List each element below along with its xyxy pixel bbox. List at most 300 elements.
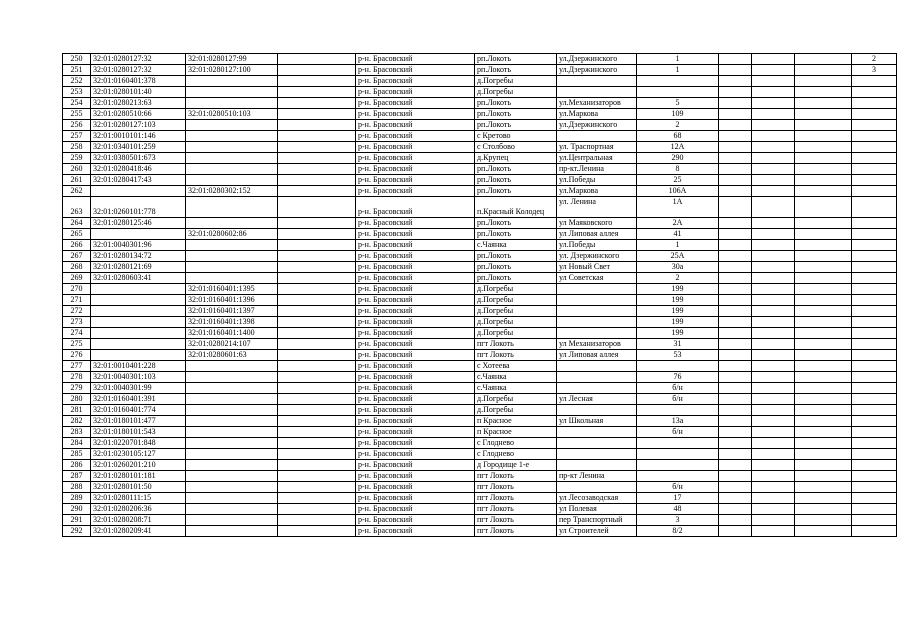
cadastral-number-cell: [91, 229, 186, 240]
extra-cell: [719, 515, 752, 526]
extra-number-cell: [852, 197, 897, 218]
table-row: [63, 449, 897, 460]
house-number-cell: 30а: [637, 262, 719, 273]
extra-cell: [719, 98, 752, 109]
cadastral-number-cell: 32:01:0260101:778: [91, 197, 186, 218]
extra-cell: [752, 218, 795, 229]
extra-cell: [719, 339, 752, 350]
extra-cell: [719, 197, 752, 218]
district-cell: р-н. Брасовский: [356, 317, 475, 328]
house-number-cell: [637, 76, 719, 87]
locality-cell: пгт Локоть: [475, 482, 557, 493]
extra-cell: [752, 449, 795, 460]
table-row: [63, 295, 897, 306]
cadastral-number-cell: 32:01:0280101:181: [91, 471, 186, 482]
parent-cadastral-cell: 32:01:0280302:152: [186, 186, 278, 197]
locality-cell: рп.Локоть: [475, 98, 557, 109]
locality-cell: п Красное: [475, 427, 557, 438]
extra-cell: [795, 131, 852, 142]
row-number-cell: 292: [63, 526, 91, 537]
cadastral-number-cell: 32:01:0280101:40: [91, 87, 186, 98]
row-number-cell: 266: [63, 240, 91, 251]
empty-cell: [278, 460, 356, 471]
row-number-cell: 286: [63, 460, 91, 471]
parent-cadastral-cell: [186, 493, 278, 504]
extra-cell: [795, 273, 852, 284]
extra-cell: [795, 262, 852, 273]
cadastral-number-cell: 32:01:0340101:259: [91, 142, 186, 153]
cadastral-number-cell: 32:01:0010401:228: [91, 361, 186, 372]
house-number-cell: 199: [637, 295, 719, 306]
extra-number-cell: 3: [852, 65, 897, 76]
cadastral-number-cell: 32:01:0230105:127: [91, 449, 186, 460]
extra-cell: [752, 197, 795, 218]
street-cell: ул Советская: [557, 273, 637, 284]
house-number-cell: 17: [637, 493, 719, 504]
extra-cell: [752, 394, 795, 405]
street-cell: ул.Дзержинского: [557, 120, 637, 131]
extra-cell: [752, 405, 795, 416]
extra-cell: [795, 240, 852, 251]
locality-cell: с Глоднево: [475, 449, 557, 460]
extra-cell: [795, 350, 852, 361]
extra-cell: [752, 131, 795, 142]
district-cell: р-н. Брасовский: [356, 416, 475, 427]
parent-cadastral-cell: 32:01:0160401:1396: [186, 295, 278, 306]
extra-cell: [719, 526, 752, 537]
extra-cell: [752, 526, 795, 537]
street-cell: ул.Маркова: [557, 109, 637, 120]
parent-cadastral-cell: [186, 175, 278, 186]
table-row: [63, 372, 897, 383]
extra-cell: [752, 515, 795, 526]
parent-cadastral-cell: [186, 164, 278, 175]
row-number-cell: 251: [63, 65, 91, 76]
parent-cadastral-cell: 32:01:0160401:1395: [186, 284, 278, 295]
street-cell: ул Школьная: [557, 416, 637, 427]
locality-cell: рп.Локоть: [475, 229, 557, 240]
extra-cell: [719, 493, 752, 504]
row-number-cell: 290: [63, 504, 91, 515]
parent-cadastral-cell: 32:01:0280127:100: [186, 65, 278, 76]
locality-cell: д.Погребы: [475, 76, 557, 87]
extra-number-cell: [852, 76, 897, 87]
extra-cell: [795, 65, 852, 76]
parent-cadastral-cell: [186, 120, 278, 131]
house-number-cell: 12А: [637, 142, 719, 153]
parent-cadastral-cell: [186, 251, 278, 262]
parent-cadastral-cell: [186, 515, 278, 526]
empty-cell: [278, 493, 356, 504]
row-number-cell: 283: [63, 427, 91, 438]
extra-cell: [719, 120, 752, 131]
parent-cadastral-cell: 32:01:0160401:1397: [186, 306, 278, 317]
extra-cell: [795, 328, 852, 339]
table-row: [63, 350, 897, 361]
extra-cell: [795, 504, 852, 515]
row-number-cell: 252: [63, 76, 91, 87]
extra-cell: [719, 87, 752, 98]
district-cell: р-н. Брасовский: [356, 438, 475, 449]
row-number-cell: 275: [63, 339, 91, 350]
empty-cell: [278, 76, 356, 87]
cadastral-number-cell: 32:01:0280209:41: [91, 526, 186, 537]
table-body: [63, 54, 897, 537]
empty-cell: [278, 98, 356, 109]
cadastral-number-cell: [91, 295, 186, 306]
house-number-cell: [637, 449, 719, 460]
table-row: [63, 383, 897, 394]
parent-cadastral-cell: [186, 427, 278, 438]
parent-cadastral-cell: 32:01:0280601:63: [186, 350, 278, 361]
extra-cell: [719, 460, 752, 471]
cadastral-number-cell: 32:01:0280125:46: [91, 218, 186, 229]
table-row: [63, 142, 897, 153]
row-number-cell: 284: [63, 438, 91, 449]
extra-number-cell: [852, 229, 897, 240]
cadastral-number-cell: 32:01:0280206:36: [91, 504, 186, 515]
empty-cell: [278, 229, 356, 240]
street-cell: [557, 438, 637, 449]
house-number-cell: 68: [637, 131, 719, 142]
district-cell: р-н. Брасовский: [356, 504, 475, 515]
street-cell: [557, 460, 637, 471]
house-number-cell: б/н: [637, 383, 719, 394]
district-cell: р-н. Брасовский: [356, 306, 475, 317]
extra-cell: [719, 240, 752, 251]
table-row: [63, 515, 897, 526]
empty-cell: [278, 317, 356, 328]
district-cell: р-н. Брасовский: [356, 251, 475, 262]
parent-cadastral-cell: [186, 416, 278, 427]
parent-cadastral-cell: 32:01:0160401:1398: [186, 317, 278, 328]
extra-cell: [719, 273, 752, 284]
row-number-cell: 253: [63, 87, 91, 98]
cadastral-number-cell: 32:01:0280510:66: [91, 109, 186, 120]
street-cell: [557, 427, 637, 438]
extra-number-cell: [852, 438, 897, 449]
house-number-cell: б/н: [637, 394, 719, 405]
row-number-cell: 282: [63, 416, 91, 427]
parent-cadastral-cell: [186, 460, 278, 471]
extra-cell: [752, 427, 795, 438]
table-row: [63, 197, 897, 218]
parent-cadastral-cell: [186, 262, 278, 273]
extra-number-cell: [852, 471, 897, 482]
house-number-cell: 8/2: [637, 526, 719, 537]
house-number-cell: 48: [637, 504, 719, 515]
row-number-cell: 289: [63, 493, 91, 504]
district-cell: р-н. Брасовский: [356, 131, 475, 142]
district-cell: р-н. Брасовский: [356, 361, 475, 372]
street-cell: ул Липовая аллея: [557, 229, 637, 240]
house-number-cell: [637, 438, 719, 449]
empty-cell: [278, 361, 356, 372]
locality-cell: д.Погребы: [475, 295, 557, 306]
extra-cell: [719, 317, 752, 328]
locality-cell: пгт Локоть: [475, 526, 557, 537]
table-row: [63, 175, 897, 186]
table-row: [63, 153, 897, 164]
empty-cell: [278, 504, 356, 515]
locality-cell: д.Крупец: [475, 153, 557, 164]
locality-cell: пгт Локоть: [475, 504, 557, 515]
extra-cell: [752, 109, 795, 120]
district-cell: р-н. Брасовский: [356, 328, 475, 339]
extra-number-cell: [852, 295, 897, 306]
house-number-cell: 1: [637, 65, 719, 76]
extra-cell: [719, 109, 752, 120]
extra-number-cell: [852, 120, 897, 131]
extra-cell: [719, 504, 752, 515]
extra-cell: [795, 284, 852, 295]
district-cell: р-н. Брасовский: [356, 350, 475, 361]
row-number-cell: 269: [63, 273, 91, 284]
row-number-cell: 288: [63, 482, 91, 493]
house-number-cell: 1А: [637, 197, 719, 218]
street-cell: пер Транспортный: [557, 515, 637, 526]
cadastral-number-cell: 32:01:0280213:63: [91, 98, 186, 109]
extra-cell: [795, 229, 852, 240]
cadastral-number-cell: 32:01:0160401:774: [91, 405, 186, 416]
cadastral-number-cell: 32:01:0280127:32: [91, 65, 186, 76]
house-number-cell: 2: [637, 120, 719, 131]
empty-cell: [278, 65, 356, 76]
locality-cell: пгт Локоть: [475, 339, 557, 350]
extra-number-cell: [852, 449, 897, 460]
cadastral-number-cell: [91, 306, 186, 317]
extra-number-cell: [852, 98, 897, 109]
street-cell: ул.Маркова: [557, 186, 637, 197]
locality-cell: рп.Локоть: [475, 175, 557, 186]
district-cell: р-н. Брасовский: [356, 526, 475, 537]
district-cell: р-н. Брасовский: [356, 295, 475, 306]
table-row: [63, 328, 897, 339]
extra-cell: [795, 383, 852, 394]
table-row: [63, 361, 897, 372]
cadastral-number-cell: 32:01:0010101:146: [91, 131, 186, 142]
street-cell: пр-кт Ленина: [557, 471, 637, 482]
extra-cell: [752, 504, 795, 515]
extra-number-cell: [852, 317, 897, 328]
extra-cell: [752, 251, 795, 262]
parent-cadastral-cell: [186, 240, 278, 251]
house-number-cell: 31: [637, 339, 719, 350]
parent-cadastral-cell: [186, 87, 278, 98]
extra-number-cell: [852, 87, 897, 98]
district-cell: р-н. Брасовский: [356, 218, 475, 229]
extra-cell: [795, 482, 852, 493]
row-number-cell: 250: [63, 54, 91, 65]
table-row: [63, 405, 897, 416]
locality-cell: с.Чаянка: [475, 383, 557, 394]
district-cell: р-н. Брасовский: [356, 515, 475, 526]
empty-cell: [278, 109, 356, 120]
locality-cell: д.Погребы: [475, 306, 557, 317]
extra-cell: [752, 98, 795, 109]
extra-cell: [719, 164, 752, 175]
street-cell: ул.Центральная: [557, 153, 637, 164]
extra-cell: [795, 197, 852, 218]
street-cell: [557, 328, 637, 339]
extra-cell: [752, 295, 795, 306]
cadastral-number-cell: 32:01:0180101:477: [91, 416, 186, 427]
street-cell: ул. Ленина: [557, 197, 637, 218]
extra-cell: [795, 109, 852, 120]
extra-number-cell: [852, 251, 897, 262]
street-cell: пр-кт.Ленина: [557, 164, 637, 175]
extra-cell: [719, 372, 752, 383]
row-number-cell: 267: [63, 251, 91, 262]
locality-cell: п Красное: [475, 416, 557, 427]
table-row: [63, 339, 897, 350]
extra-number-cell: [852, 482, 897, 493]
row-number-cell: 258: [63, 142, 91, 153]
cadastral-number-cell: 32:01:0220701:848: [91, 438, 186, 449]
street-cell: [557, 76, 637, 87]
extra-cell: [752, 383, 795, 394]
empty-cell: [278, 427, 356, 438]
locality-cell: рп.Локоть: [475, 54, 557, 65]
extra-number-cell: [852, 240, 897, 251]
extra-number-cell: [852, 361, 897, 372]
street-cell: [557, 405, 637, 416]
street-cell: ул Строителей: [557, 526, 637, 537]
extra-cell: [752, 273, 795, 284]
extra-cell: [752, 54, 795, 65]
parent-cadastral-cell: [186, 394, 278, 405]
extra-number-cell: [852, 131, 897, 142]
extra-number-cell: [852, 372, 897, 383]
parent-cadastral-cell: [186, 372, 278, 383]
locality-cell: д.Погребы: [475, 394, 557, 405]
empty-cell: [278, 405, 356, 416]
house-number-cell: 5: [637, 98, 719, 109]
street-cell: [557, 87, 637, 98]
extra-number-cell: [852, 218, 897, 229]
locality-cell: рп.Локоть: [475, 65, 557, 76]
extra-cell: [795, 493, 852, 504]
extra-cell: [752, 175, 795, 186]
extra-cell: [719, 251, 752, 262]
extra-cell: [719, 471, 752, 482]
cadastral-register-table: [62, 53, 897, 537]
table-row: [63, 526, 897, 537]
district-cell: р-н. Брасовский: [356, 240, 475, 251]
house-number-cell: [637, 405, 719, 416]
street-cell: [557, 482, 637, 493]
empty-cell: [278, 262, 356, 273]
parent-cadastral-cell: 32:01:0160401:1400: [186, 328, 278, 339]
district-cell: р-н. Брасовский: [356, 482, 475, 493]
extra-cell: [795, 460, 852, 471]
house-number-cell: 2А: [637, 218, 719, 229]
extra-cell: [719, 186, 752, 197]
locality-cell: рп.Локоть: [475, 186, 557, 197]
street-cell: ул. Траспортная: [557, 142, 637, 153]
extra-cell: [719, 284, 752, 295]
table-row: [63, 109, 897, 120]
table-row: [63, 504, 897, 515]
cadastral-number-cell: [91, 284, 186, 295]
cadastral-number-cell: 32:01:0260201:210: [91, 460, 186, 471]
cadastral-number-cell: [91, 186, 186, 197]
table-row: [63, 98, 897, 109]
parent-cadastral-cell: [186, 438, 278, 449]
parent-cadastral-cell: [186, 131, 278, 142]
empty-cell: [278, 284, 356, 295]
locality-cell: д.Погребы: [475, 328, 557, 339]
empty-cell: [278, 394, 356, 405]
table-row: [63, 284, 897, 295]
row-number-cell: 273: [63, 317, 91, 328]
empty-cell: [278, 438, 356, 449]
house-number-cell: 1: [637, 240, 719, 251]
table-row: [63, 471, 897, 482]
extra-number-cell: [852, 284, 897, 295]
extra-number-cell: [852, 350, 897, 361]
extra-cell: [795, 251, 852, 262]
extra-cell: [719, 306, 752, 317]
house-number-cell: 199: [637, 328, 719, 339]
extra-cell: [795, 54, 852, 65]
street-cell: [557, 361, 637, 372]
house-number-cell: 199: [637, 317, 719, 328]
extra-cell: [719, 153, 752, 164]
locality-cell: д Городище 1-е: [475, 460, 557, 471]
district-cell: р-н. Брасовский: [356, 460, 475, 471]
house-number-cell: 8: [637, 164, 719, 175]
house-number-cell: [637, 361, 719, 372]
extra-cell: [752, 339, 795, 350]
cadastral-number-cell: 32:01:0280111:15: [91, 493, 186, 504]
extra-number-cell: [852, 273, 897, 284]
empty-cell: [278, 383, 356, 394]
extra-cell: [795, 438, 852, 449]
street-cell: ул Липовая аллея: [557, 350, 637, 361]
table-row: [63, 186, 897, 197]
extra-cell: [752, 284, 795, 295]
district-cell: р-н. Брасовский: [356, 197, 475, 218]
table-row: [63, 493, 897, 504]
extra-number-cell: [852, 153, 897, 164]
extra-cell: [795, 405, 852, 416]
extra-cell: [719, 218, 752, 229]
locality-cell: с Кретово: [475, 131, 557, 142]
row-number-cell: 281: [63, 405, 91, 416]
extra-cell: [752, 229, 795, 240]
row-number-cell: 271: [63, 295, 91, 306]
extra-number-cell: [852, 504, 897, 515]
house-number-cell: 290: [637, 153, 719, 164]
empty-cell: [278, 164, 356, 175]
extra-cell: [795, 98, 852, 109]
extra-cell: [719, 383, 752, 394]
district-cell: р-н. Брасовский: [356, 262, 475, 273]
empty-cell: [278, 54, 356, 65]
district-cell: р-н. Брасовский: [356, 164, 475, 175]
extra-cell: [752, 372, 795, 383]
extra-cell: [795, 295, 852, 306]
parent-cadastral-cell: 32:01:0280127:99: [186, 54, 278, 65]
row-number-cell: 264: [63, 218, 91, 229]
extra-cell: [719, 427, 752, 438]
house-number-cell: 41: [637, 229, 719, 240]
cadastral-number-cell: 32:01:0280101:50: [91, 482, 186, 493]
row-number-cell: 276: [63, 350, 91, 361]
empty-cell: [278, 175, 356, 186]
cadastral-number-cell: [91, 317, 186, 328]
